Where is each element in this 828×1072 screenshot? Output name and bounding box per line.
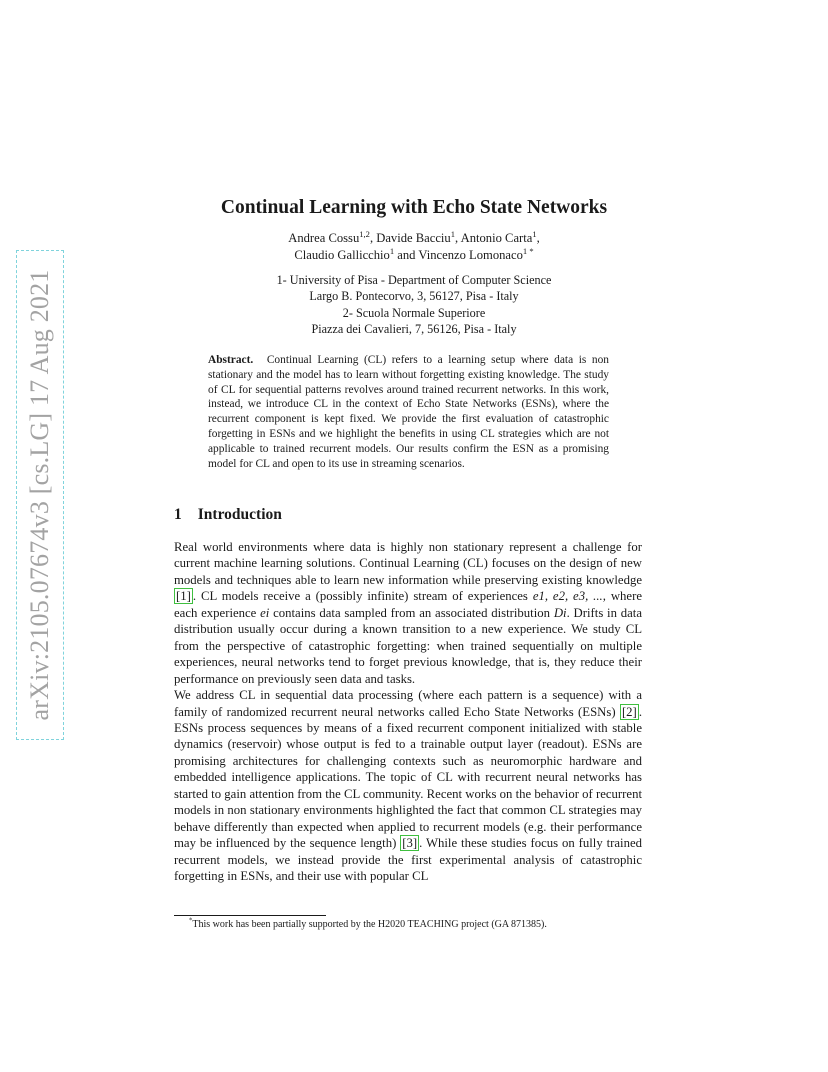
affiliation-line: 2- Scuola Normale Superiore [342,306,486,320]
arxiv-stamp: arXiv:2105.07674v3 [cs.LG] 17 Aug 2021 [25,269,54,721]
text-run: . While these studies focus on fully trained recurrent models, we instead provide the first experimental analysis of catastrophic forgetting in ESNs, and their use with popular CL [174,836,642,884]
author-affiliation-mark: 1 * [522,245,534,256]
author-name: Andrea Cossu [288,231,360,245]
text-run: . ESNs process sequences by means of a fixed recurrent component initialized with stable dynamics (reservoir) whose output is fed to a trainable output layer (readout). ESNs are promising architectures for challenging contexts such as neuromorphic hardware and embedded intelligence applications. The topic of CL with recurrent neural networks has started to gain attention from the CL community. Recent works on the behavior of recurrent models in non stationary environments highlighted the fact that common CL strategies may behave differently than expected when applied to recurrent models (e.g. their performance may be influenced by the sequence length) [174,704,642,851]
abstract-label: Abstract. [208,354,254,366]
author-conjunction: and [397,248,416,262]
author-affiliation-mark: 1 [389,245,395,256]
math-sequence: e1, e2, e3, ..., [532,589,606,604]
text-run: Real world environments where data is highly non stationary represent a challenge for current machine learning solutions. Continual Learning (CL) focuses on the design of new models and techniques able to learn new information while preserving existing knowledge [174,540,642,587]
author-list [174,230,654,264]
author-line-1: Andrea Cossu$^{1,2}$, Davide Bacciu$^1$, Antonio Carta$^1$, [288,228,540,245]
author-name: Claudio Gallicchio [294,248,390,262]
affiliation-line: Largo B. Pontecorvo, 3, 56127, Pisa - Italy [309,289,519,303]
paragraph [174,539,642,687]
footnote-text: This work has been partially supported by the H2020 TEACHING project (GA 871385). [192,919,547,930]
affiliation-line: 1- University of Pisa - Department of Computer Science [276,273,552,287]
text-run: We address CL in sequential data processing (where each pattern is a sequence) with a family of randomized recurrent neural networks called Echo State Networks (ESNs) [174,688,642,719]
citation-link[interactable]: [1] [176,589,191,604]
author-name: Antonio Carta [460,231,533,245]
abstract-text: Continual Learning (CL) refers to a learning setup where data is non stationary and the model has to learn without forgetting existing knowledge. The study of CL for sequential patterns revolves around trained recurrent networks. In this work, instead, we introduce CL in the context of Echo State Networks (ESNs), where the recurrent component is kept fixed. We provide the first evaluation of catastrophic forgetting in ESNs and we highlight the benefits in using CL strategies which are not applicable to trained recurrent models. Our results confirm the ESN as a promising model for CL and open to its use in streaming scenarios. [208,354,609,470]
affiliation-2 [174,305,654,337]
text-run: . Drifts in data distribution usually occur during a known transition to a new experience. We study CL from the perspective of catastrophic forgetting: when trained sequentially on multiple experiences, neural networks tend to forget previous knowledge, that is, they reduce their performance on previously seen data and tasks. [174,605,642,686]
section-title: Introduction [197,506,282,523]
footnote-mark: * [189,917,193,925]
text-run: contains data sampled from an associated distribution [269,605,554,620]
affiliation-1 [174,272,654,304]
author-name: Davide Bacciu [376,231,451,245]
abstract [208,353,609,471]
text-run: . CL models receive a (possibly infinite) stream of experiences [192,589,533,604]
author-affiliation-mark: 1 [532,228,537,239]
footnote [189,919,547,930]
section-number: 1 [174,506,182,523]
math-ei: ei [260,605,270,620]
body-text [174,539,642,885]
citation-link[interactable]: [3] [402,836,418,851]
footnote-rule [174,915,326,916]
author-name: Vincenzo Lomonaco [418,248,523,262]
affiliation-line: Piazza dei Cavalieri, 7, 56126, Pisa - Italy [311,322,517,336]
author-affiliation-mark: 1 [450,228,455,239]
citation-link[interactable]: [2] [621,704,637,719]
author-line-2 [174,247,654,264]
math-di: Di [553,605,567,620]
paragraph [174,687,642,884]
text-run: where each experience [174,589,642,620]
section-heading [174,506,282,524]
author-affiliation-mark: 1,2 [359,228,370,239]
paper-title: Continual Learning with Echo State Networks [220,197,608,218]
